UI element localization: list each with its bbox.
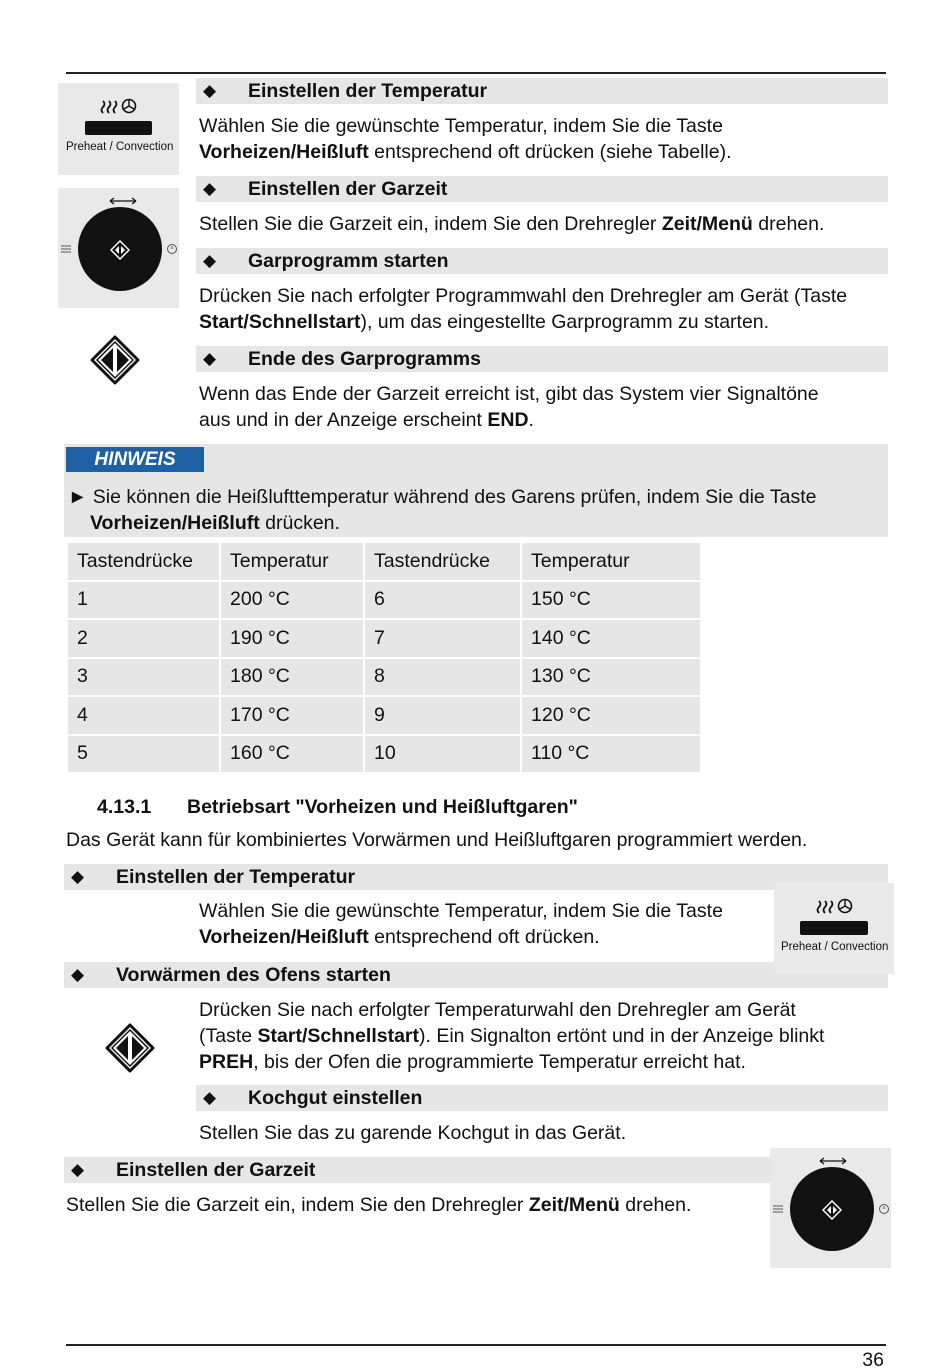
table-cell: 160 °C (221, 736, 363, 775)
top-section-heading-4: Ende des Garprogramms (248, 348, 481, 370)
start-diamond-icon (822, 1200, 842, 1220)
arrow-icon: ► (68, 486, 88, 508)
subsection-number: 4.13.1 (97, 796, 152, 818)
table-cell: 2 (68, 620, 219, 659)
diamond-bullet-icon: ◆ (203, 179, 217, 198)
table-cell: 10 (365, 736, 520, 775)
display-bar (85, 121, 152, 135)
bottom-section-text-3-line-1 (199, 1120, 626, 1146)
bold-term: Start/Schnellstart (199, 311, 361, 333)
diamond-bullet-icon: ◆ (71, 965, 85, 984)
table-cell: 1 (68, 582, 219, 621)
text-run: ). Ein Signalton ertönt und in der Anzeige blinkt (419, 1025, 825, 1047)
text-run: drehen. (752, 213, 825, 235)
table-cell: 180 °C (221, 659, 363, 698)
rotate-arrows-icon (818, 1156, 848, 1166)
subsection-title: Betriebsart "Vorheizen und Heißluftgaren" (187, 796, 578, 818)
bold-term: Vorheizen/Heißluft (199, 141, 369, 163)
menu-list-icon (60, 243, 72, 255)
start-diamond-icon (110, 240, 130, 260)
bottom-section-text-2-line-2 (199, 1023, 824, 1049)
table-cell: 190 °C (221, 620, 363, 659)
table-cell: 110 °C (522, 736, 700, 775)
preheat-label-2: Preheat / Convection (781, 941, 889, 953)
diamond-bullet-icon: ◆ (71, 1160, 85, 1179)
start-button-icon (90, 335, 140, 385)
table-cell: 3 (68, 659, 219, 698)
subsection-intro: Das Gerät kann für kombiniertes Vorwärmen und Heißluftgaren programmiert werden. (66, 829, 808, 851)
text-run: (Taste (199, 1025, 258, 1047)
preheat-convection-icon (100, 97, 140, 117)
top-section-text-4-line-1 (199, 381, 819, 407)
text-run: Stellen Sie die Garzeit ein, indem Sie den Drehregler (66, 1194, 529, 1216)
bottom-section-text-1-line-1 (199, 898, 723, 924)
bottom-section-text-2-line-1 (199, 997, 796, 1023)
hinweis-text-1: Sie können die Heißlufttemperatur während des Garens prüfen, indem Sie die Taste (92, 486, 817, 508)
display-bar (800, 921, 868, 935)
text-run: Drücken Sie nach erfolgter Temperaturwahl den Drehregler am Gerät (199, 999, 796, 1021)
table-cell: 7 (365, 620, 520, 659)
bottom-section-heading-bar-4 (64, 1157, 770, 1183)
table-header-cell: Tastendrücke (365, 543, 520, 582)
top-section-heading-bar-2 (196, 176, 888, 202)
table-cell: 5 (68, 736, 219, 775)
text-run: entsprechend oft drücken. (368, 926, 600, 948)
diamond-bullet-icon: ◆ (203, 251, 217, 270)
top-rule (66, 72, 886, 74)
top-section-text-3-line-1 (199, 283, 847, 309)
bottom-section-heading-4: Einstellen der Garzeit (116, 1159, 316, 1181)
top-section-heading-bar-3 (196, 248, 888, 274)
table-row (68, 659, 700, 698)
top-section-text-1-line-2 (199, 139, 732, 165)
timer-icon (878, 1203, 890, 1215)
bottom-section-heading-3: Kochgut einstellen (248, 1087, 423, 1109)
table-cell: 140 °C (522, 620, 700, 659)
table-row (68, 697, 700, 736)
bold-term: Zeit/Menü (661, 213, 753, 235)
top-section-heading-3: Garprogramm starten (248, 250, 449, 272)
top-section-heading-bar-1 (196, 78, 888, 104)
bold-term: END (487, 409, 529, 431)
bottom-section-heading-1: Einstellen der Temperatur (116, 866, 356, 888)
text-run: Drücken Sie nach erfolgter Programmwahl den Drehregler am Gerät (Taste (199, 285, 848, 307)
text-run: . (528, 409, 534, 431)
hinweis-line-1 (68, 484, 816, 510)
table-row (68, 736, 700, 775)
page-number: 36 (862, 1349, 884, 1371)
table-cell: 150 °C (522, 582, 700, 621)
bottom-section-heading-bar-3 (196, 1085, 888, 1111)
top-section-text-3-line-2 (199, 309, 769, 335)
bottom-section-heading-2: Vorwärmen des Ofens starten (116, 964, 391, 986)
rotary-knob-image (58, 188, 179, 308)
top-section-heading-2: Einstellen der Garzeit (248, 178, 448, 200)
table-cell: 8 (365, 659, 520, 698)
table-header-cell: Tastendrücke (68, 543, 219, 582)
bottom-rule (66, 1344, 886, 1346)
preheat-convection-button-image (58, 83, 179, 175)
bold-term: Zeit/Menü (528, 1194, 620, 1216)
temperature-table (66, 543, 702, 774)
bottom-section-text-4-line-1 (66, 1192, 691, 1218)
diamond-bullet-icon: ◆ (71, 867, 85, 886)
hinweis-bold: Vorheizen/Heißluft (90, 512, 260, 534)
table-cell: 170 °C (221, 697, 363, 736)
top-section-heading-1: Einstellen der Temperatur (248, 80, 488, 102)
table-row (68, 582, 700, 621)
timer-icon (166, 243, 178, 255)
top-section-text-2-line-1 (199, 211, 824, 237)
text-run: Stellen Sie die Garzeit ein, indem Sie den Drehregler (199, 213, 662, 235)
start-button-icon-2 (105, 1023, 155, 1073)
text-run: Stellen Sie das zu garende Kochgut in das Gerät. (199, 1122, 627, 1144)
table-cell: 6 (365, 582, 520, 621)
menu-list-icon (772, 1203, 784, 1215)
table-cell: 200 °C (221, 582, 363, 621)
hinweis-text-2: drücken. (259, 512, 340, 534)
diamond-bullet-icon: ◆ (203, 349, 217, 368)
bold-term: PREH (199, 1051, 254, 1073)
diamond-bullet-icon: ◆ (203, 1088, 217, 1107)
bottom-section-heading-bar-1 (64, 864, 888, 890)
top-section-heading-bar-4 (196, 346, 888, 372)
text-run: Wählen Sie die gewünschte Temperatur, indem Sie die Taste (199, 900, 723, 922)
table-header-cell: Temperatur (522, 543, 700, 582)
preheat-convection-button-image-2 (774, 883, 894, 974)
top-section-text-4-line-2 (199, 407, 534, 433)
text-run: , bis der Ofen die programmierte Temperatur erreicht hat. (253, 1051, 746, 1073)
text-run: Wählen Sie die gewünschte Temperatur, indem Sie die Taste (199, 115, 723, 137)
hinweis-line-2 (90, 510, 340, 536)
text-run: aus und in der Anzeige erscheint (199, 409, 488, 431)
table-row (68, 620, 700, 659)
top-section-text-1-line-1 (199, 113, 723, 139)
table-header-cell: Temperatur (221, 543, 363, 582)
bold-term: Vorheizen/Heißluft (199, 926, 369, 948)
text-run: Wenn das Ende der Garzeit erreicht ist, gibt das System vier Signaltöne (199, 383, 819, 405)
table-cell: 9 (365, 697, 520, 736)
diamond-bullet-icon: ◆ (203, 81, 217, 100)
bottom-section-text-1-line-2 (199, 924, 600, 950)
text-run: ), um das eingestellte Garprogramm zu starten. (360, 311, 770, 333)
bold-term: Start/Schnellstart (257, 1025, 419, 1047)
text-run: drehen. (619, 1194, 692, 1216)
text-run: entsprechend oft drücken (siehe Tabelle). (368, 141, 732, 163)
table-cell: 4 (68, 697, 219, 736)
table-cell: 120 °C (522, 697, 700, 736)
rotary-knob-image-2 (770, 1148, 891, 1268)
bottom-section-text-2-line-3 (199, 1049, 746, 1075)
preheat-convection-icon (816, 897, 856, 917)
table-cell: 130 °C (522, 659, 700, 698)
bottom-section-heading-bar-2 (64, 962, 888, 988)
rotate-arrows-icon (108, 196, 138, 206)
hinweis-tag: HINWEIS (66, 447, 204, 472)
table-header-row (68, 543, 700, 582)
preheat-label: Preheat / Convection (66, 141, 174, 153)
